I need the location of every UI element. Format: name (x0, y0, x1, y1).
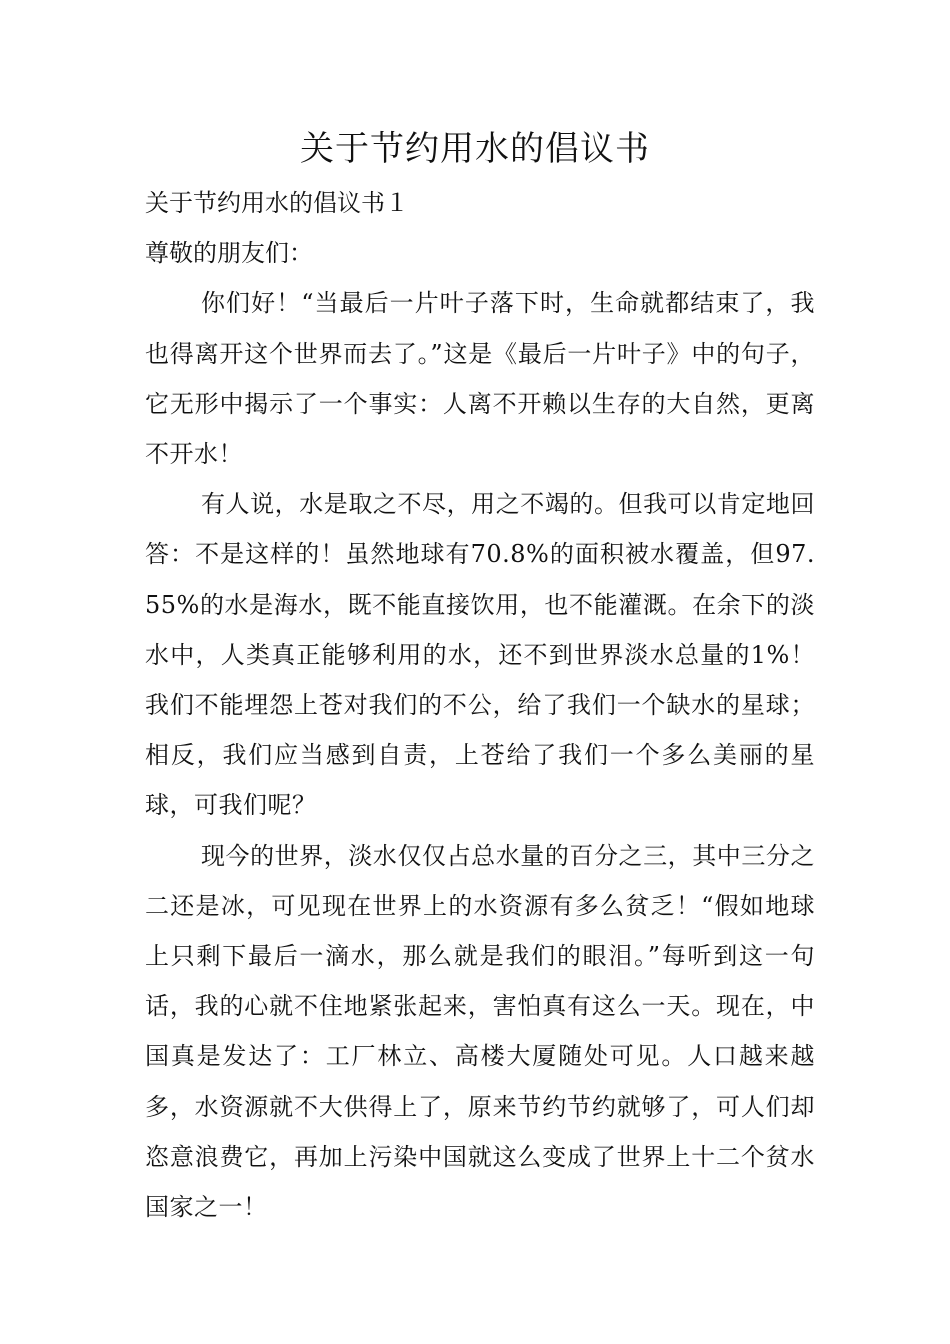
paragraph-3: 现今的世界，淡水仅仅占总水量的百分之三，其中三分之二还是冰，可见现在世界上的水资源有多么贫乏！“假如地球上只剩下最后一滴水，那么就是我们的眼泪。”每听到这一句话，我的心就不住地紧张起来，害怕真有这么一天。现在，中国真是发达了：工厂林立、高楼大厦随处可见。人口越来越多，水资源就不大供得上了，原来节约节约就够了，可人们却恣意浪费它，再加上污染中国就这么变成了世界上十二个贫水国家之一！ (145, 841, 815, 1222)
section-heading: 关于节约用水的倡议书１ (145, 189, 409, 217)
salutation: 尊敬的朋友们： (145, 239, 313, 268)
paragraph-2: 有人说，水是取之不尽，用之不竭的。但我可以肯定地回答：不是这样的！虽然地球有70.8%的面积被水覆盖，但97.55%的水是海水，既不能直接饮用，也不能灌溉。在余下的淡水中，人类真正能够利用的水，还不到世界淡水总量的1%！我们不能埋怨上苍对我们的不公，给了我们一个缺水的星球；相反，我们应当感到自责，上苍给了我们一个多么美丽的星球，可我们呢？ (145, 490, 815, 820)
document-title: 关于节约用水的倡议书 (300, 129, 650, 169)
document-body (145, 178, 815, 1232)
paragraph-1: 你们好！“当最后一片叶子落下时，生命就都结束了，我也得离开这个世界而去了。”这是《最后一片叶子》中的句子，它无形中揭示了一个事实：人离不开赖以生存的大自然，更离不开水！ (145, 289, 815, 469)
